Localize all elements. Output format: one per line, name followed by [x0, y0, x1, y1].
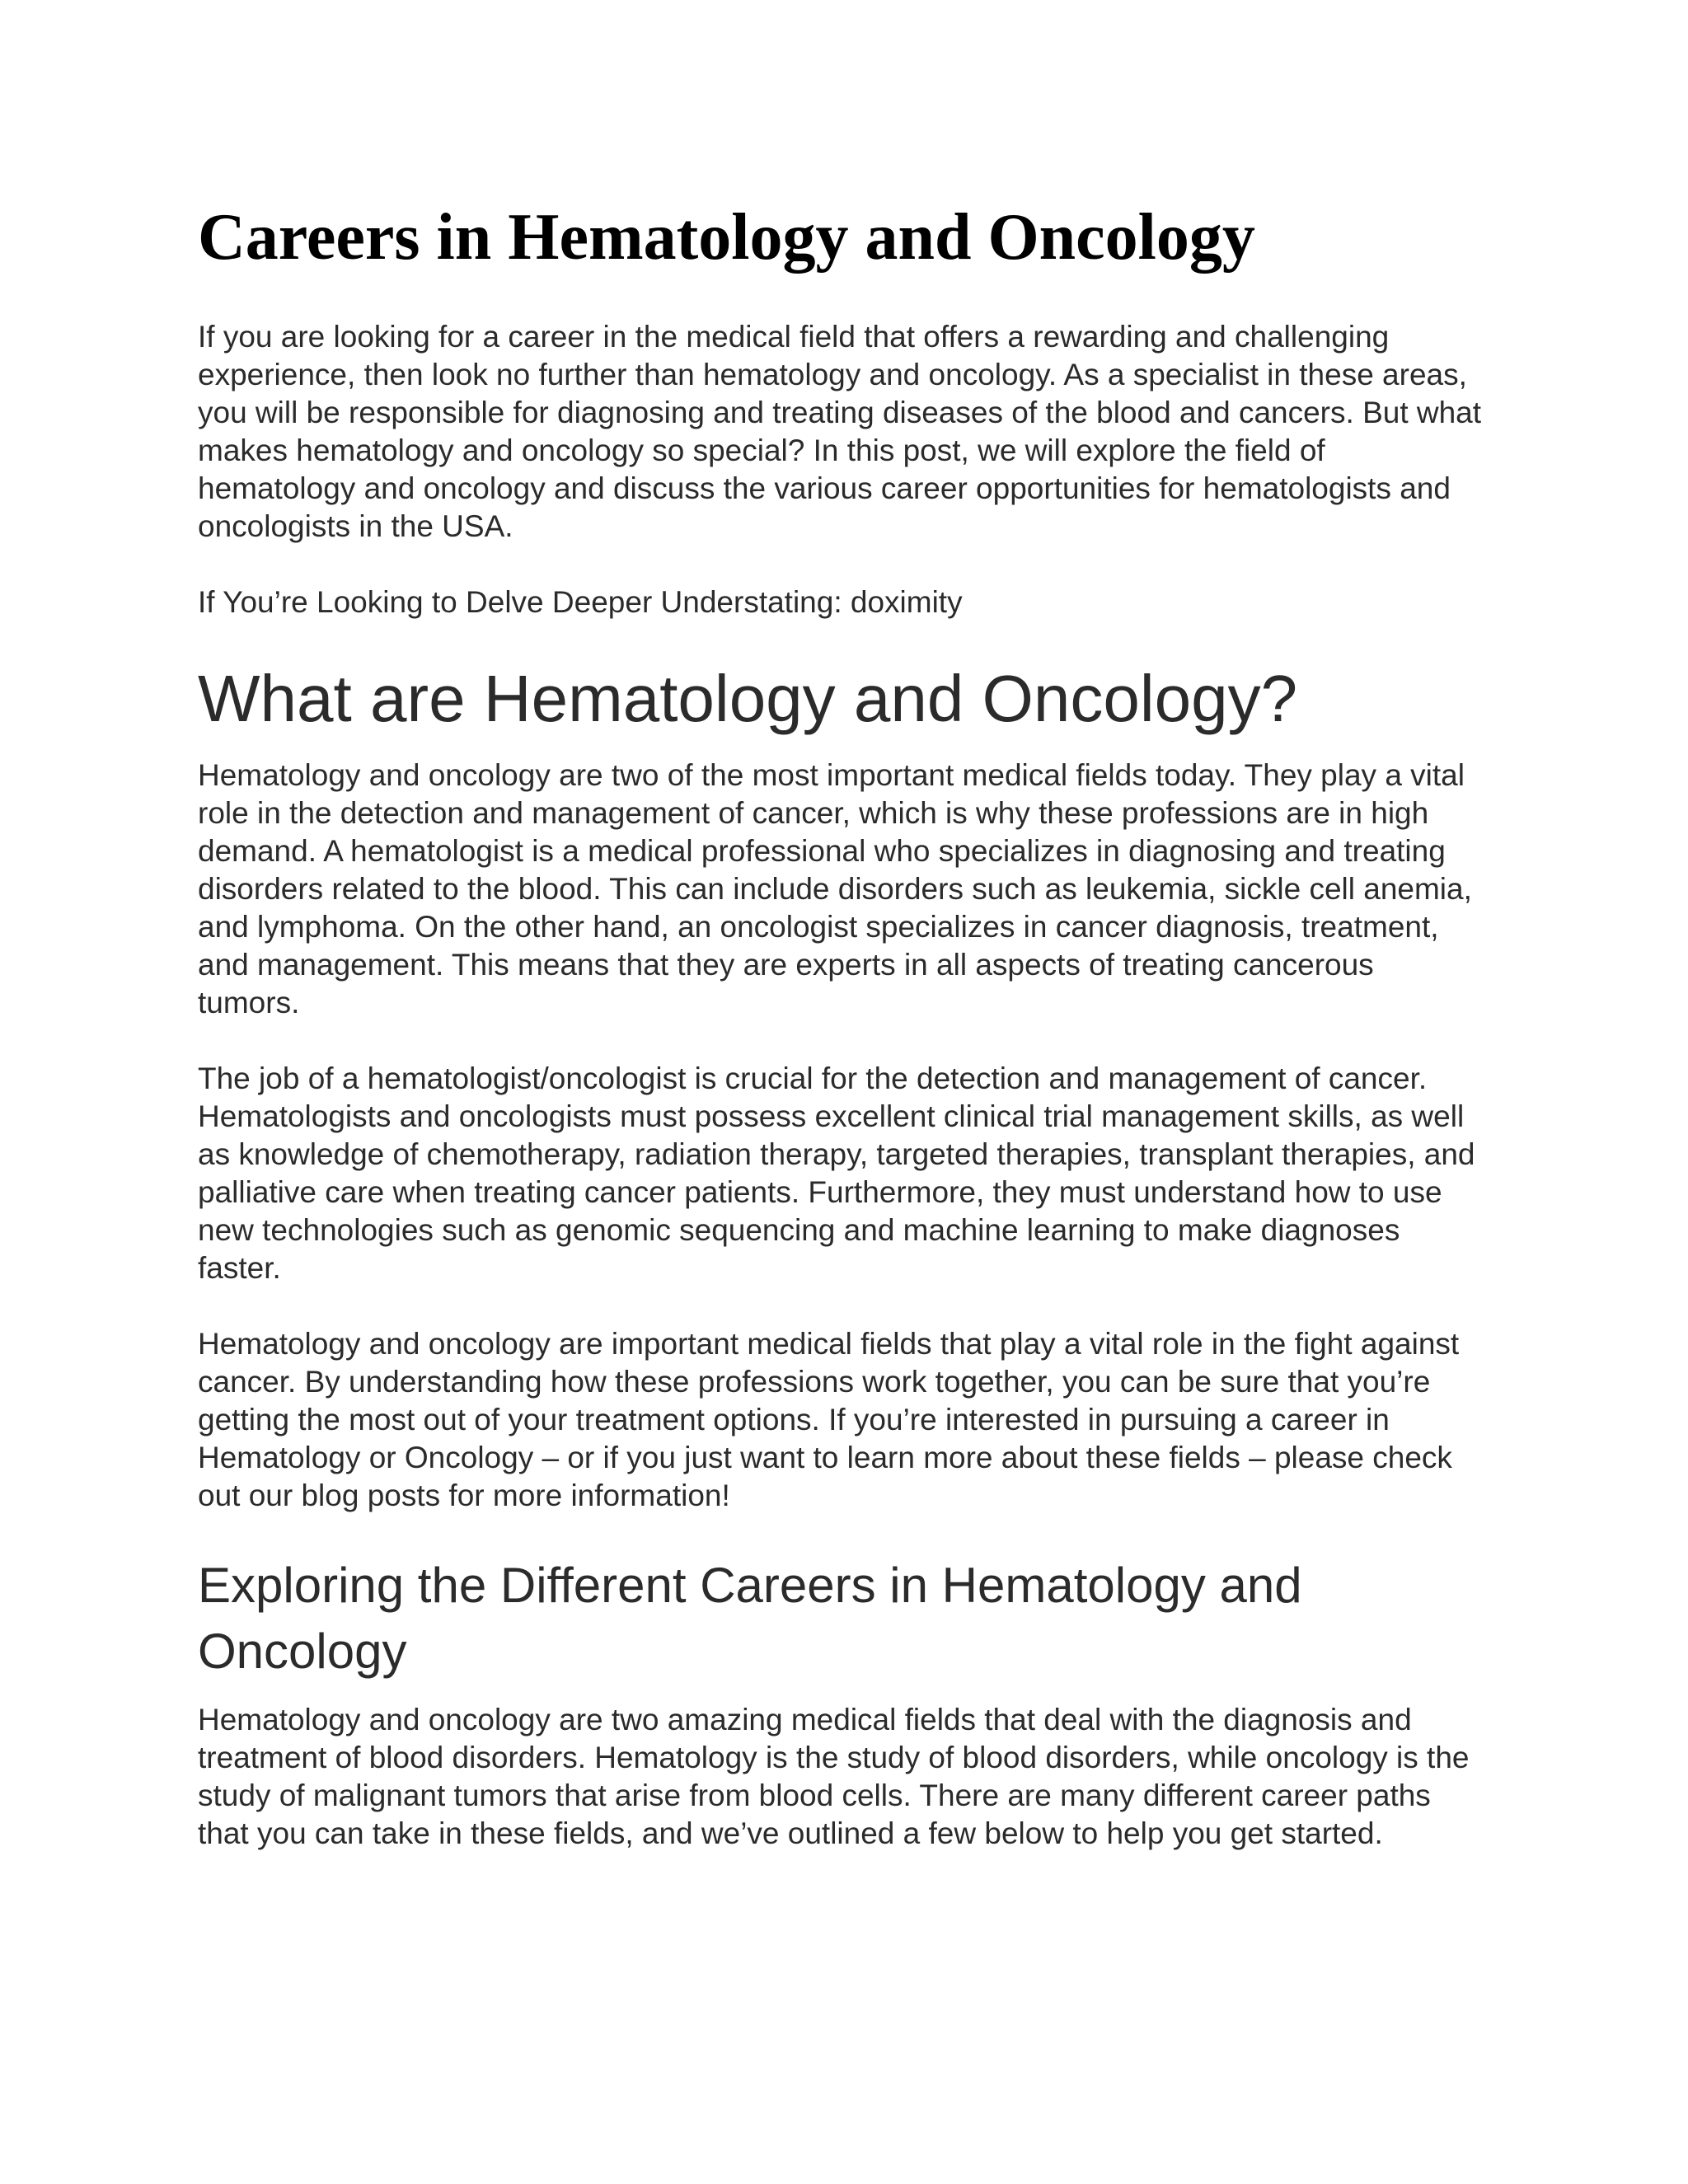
article-body — [198, 198, 1484, 1891]
section-heading-exploring-careers: Exploring the Different Careers in Hematology and Oncology — [198, 1558, 1302, 1679]
section2-paragraph-1: Hematology and oncology are two amazing medical fields that deal with the diagnosis and treatment of blood disorders. Hematology is the study of blood disorders, while oncology is the study of malignant tumors that arise from blood cells. There are many different career paths that you can take in these fields, and we’ve outlined a few below to help you get started. — [198, 1703, 1470, 1850]
section-heading-what-are: What are Hematology and Oncology? — [198, 662, 1298, 735]
section1-paragraph-3: Hematology and oncology are important medical fields that play a vital role in the fight against cancer. By understanding how these professions work together, you can be sure that you’re getting the most out of your treatment options. If you’re interested in pursuing a career in Hematology or Oncology – or if you just want to learn more about these fields – please check out our blog posts for more information! — [198, 1327, 1460, 1512]
section1-paragraph-2: The job of a hematologist/oncologist is crucial for the detection and management of cancer. Hematologists and oncologists must possess excellent clinical trial management skills, as well as knowledge of chemotherapy, radiation therapy, targeted therapies, transplant therapies, and palliative care when treating cancer patients. Furthermore, they must understand how to use new technologies such as genomic sequencing and machine learning to make diagnoses faster. — [198, 1062, 1475, 1285]
section1-paragraph-1: Hematology and oncology are two of the most important medical fields today. They play a vital role in the detection and management of cancer, which is why these professions are in high demand. A hematologist is a medical professional who specializes in diagnosing and treating disorders related to the blood. This can include disorders such as leukemia, sickle cell anemia, and lymphoma. On the other hand, an oncologist specializes in cancer diagnosis, treatment, and management. This means that they are experts in all aspects of treating cancerous tumors. — [198, 758, 1472, 1019]
intro-paragraph: If you are looking for a career in the medical field that offers a rewarding and challenging experience, then look no further than hematology and oncology. As a specialist in these areas, you will be responsible for diagnosing and treating diseases of the blood and cancers. But what makes hematology and oncology so special? In this post, we will explore the field of hematology and oncology and discuss the various career opportunities for hematologists and oncologists in the USA. — [198, 320, 1482, 543]
further-reading-line: If You’re Looking to Delve Deeper Understating: doximity — [198, 585, 963, 619]
page-title: Careers in Hematology and Oncology — [198, 201, 1255, 274]
